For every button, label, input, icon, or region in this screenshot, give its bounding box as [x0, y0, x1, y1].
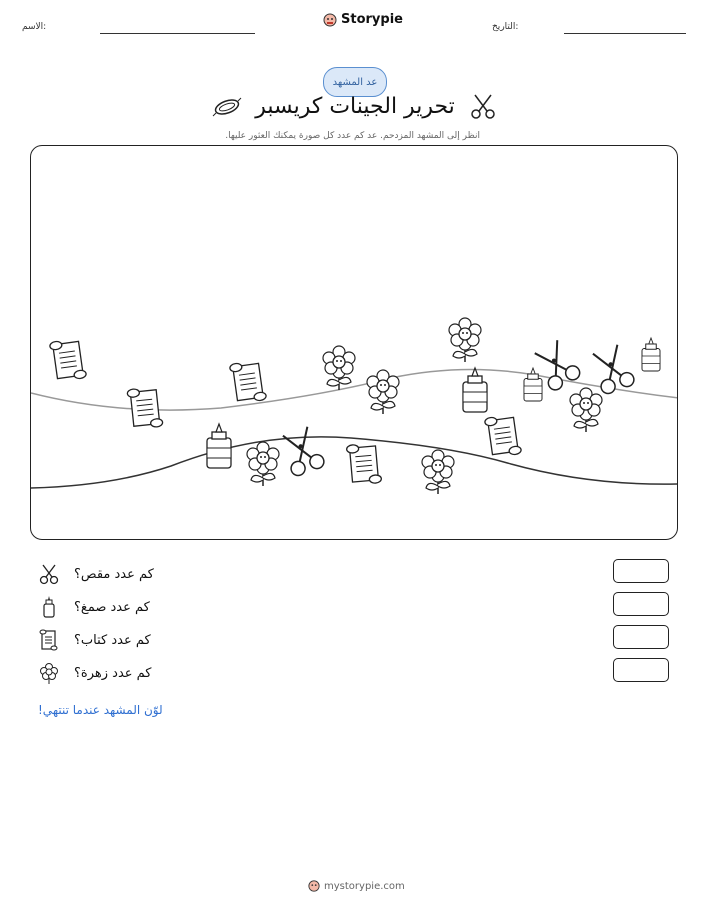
answer-box-glue[interactable]: [613, 592, 669, 616]
question-text: كم عدد زهرة؟: [74, 665, 152, 681]
scroll-4: [346, 443, 381, 486]
scissors-3: [589, 343, 636, 395]
scroll-1: [49, 338, 86, 382]
glue-icon: [38, 596, 60, 618]
question-glue: [38, 595, 178, 619]
coloring-note: لوّن المشهد عندما تنتهي!: [38, 703, 163, 717]
instructions: انظر إلى المشهد المزدحم. عد كم عدد كل صورة يمكنك العثور عليها.: [225, 131, 480, 141]
scene-drawing: [31, 146, 678, 540]
question-flower: [38, 661, 178, 685]
name-label: الاسم:: [22, 22, 47, 32]
bacteria-icon: [212, 95, 242, 119]
flower-1: [323, 346, 355, 390]
answer-box-scissors[interactable]: [613, 559, 669, 583]
scene-count-badge: عد المشهد: [323, 67, 387, 97]
date-line[interactable]: [564, 33, 686, 34]
flower-2: [367, 370, 399, 414]
site-footer: [308, 880, 405, 892]
glue-4: [642, 338, 660, 371]
question-scissors: [38, 562, 178, 586]
flower-4: [247, 442, 279, 486]
scissors-1: [279, 425, 326, 477]
brand-name: Storypie: [341, 12, 403, 27]
site-url[interactable]: mystorypie.com: [324, 880, 405, 892]
mascot-icon: [308, 880, 320, 892]
question-text: كم عدد صمغ؟: [74, 599, 150, 615]
answer-box-scroll[interactable]: [613, 625, 669, 649]
glue-1: [207, 424, 231, 468]
scroll-3: [229, 360, 266, 404]
search-scene: [30, 145, 678, 540]
question-text: كم عدد كتاب؟: [74, 632, 151, 648]
flower-icon: [38, 662, 60, 684]
scissors-icon: [38, 563, 60, 585]
date-label: التاريخ:: [492, 22, 519, 32]
scroll-5: [484, 414, 521, 458]
scroll-2: [127, 386, 163, 429]
question-text: كم عدد مقص؟: [74, 566, 154, 582]
scissors-icon: [470, 92, 496, 120]
glue-2: [463, 368, 487, 412]
flower-5: [422, 450, 454, 494]
flower-6: [570, 388, 602, 432]
name-line[interactable]: [100, 33, 255, 34]
answer-box-flower[interactable]: [613, 658, 669, 682]
scroll-icon: [38, 629, 60, 651]
page-title: تحرير الجينات كريسبر: [255, 94, 455, 119]
mascot-icon: [323, 13, 337, 27]
question-scroll: [38, 628, 178, 652]
flower-3: [449, 318, 481, 362]
brand-logo: [323, 12, 403, 27]
